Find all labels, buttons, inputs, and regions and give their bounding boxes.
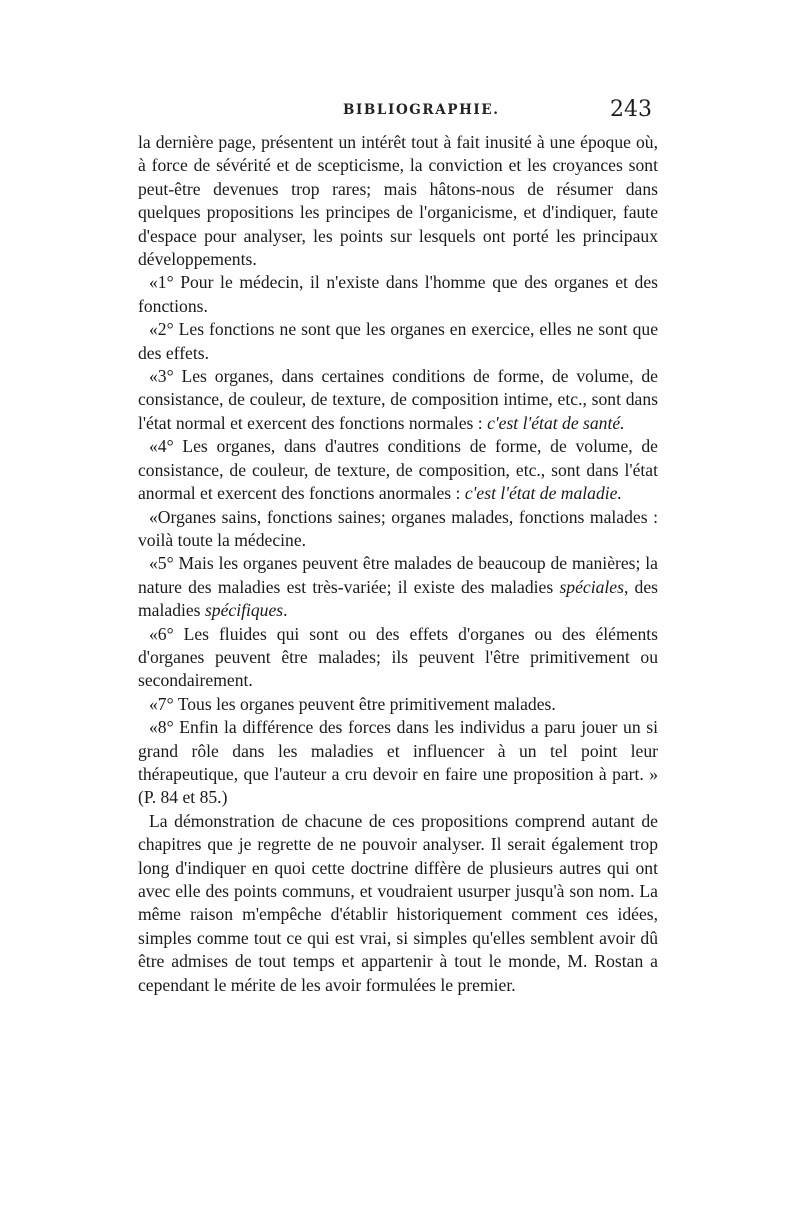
body-text: [138, 131, 658, 997]
page-number: 243: [610, 97, 652, 122]
italic-word: spéciales: [559, 576, 624, 597]
proposition-4: «4° Les organes, dans d'autres conditions de forme, de volume, de consistance, de couleur, de texture, de composition, etc., sont dans l'état anormal et exercent des fonctions anormales : c'est l'état de maladie.: [138, 436, 658, 504]
italic-phrase: c'est l'état de maladie.: [464, 483, 622, 504]
proposition-2: «2° Les fonctions ne sont que les organes en exercice, elles ne sont que des effets.: [138, 319, 658, 363]
summary-line: «Organes sains, fonctions saines; organes malades, fonctions malades : voilà toute la médecine.: [138, 506, 658, 550]
running-head: BIBLIOGRAPHIE.: [343, 102, 500, 118]
paragraph-intro: la dernière page, présentent un intérêt tout à fait inusité à une époque où, à force de sévérité et de scepticisme, la conviction et les croyances sont peut-être devenues trop rares; mais hâtons-nous de résumer dans quelques propositions les principes de l'organicisme, et d'indiquer, faute d'espace pour analyser, les points sur lesquels ont porté les principaux développements.: [138, 132, 658, 270]
proposition-6: «6° Les fluides qui sont ou des effets d'organes ou des éléments d'organes peuvent être malades; ils peuvent l'être primitivement ou secondairement.: [138, 623, 658, 691]
italic-phrase: c'est l'état de santé.: [487, 412, 625, 433]
proposition-3: «3° Les organes, dans certaines conditions de forme, de volume, de consistance, de couleur, de texture, de composition intime, etc., sont dans l'état normal et exercent des fonctions normales : c'est l'état de santé.: [138, 366, 658, 433]
proposition-7: «7° Tous les organes peuvent être primitivement malades.: [149, 693, 556, 714]
proposition-8: «8° Enfin la différence des forces dans les individus a paru jouer un si grand rôle dans les maladies et influencer à un tel point leur thérapeutique, que l'auteur a cru devoir en faire une proposition à part. » (P. 84 et 85.): [138, 717, 658, 808]
page-header: [138, 99, 658, 125]
paragraph-conclusion: La démonstration de chacune de ces propositions comprend autant de chapitres que je regrette de ne pouvoir analyser. Il serait également trop long d'indiquer en quoi cette doctrine diffère de plusieurs autres qui ont avec elle des points communs, et voudraient usurper jusqu'à son nom. La même raison m'empêche d'établir historiquement comment ces idées, simples comme tout ce qui est vrai, si simples qu'elles semblent avoir dû être admises de tout temps et appartenir à tout le monde, M. Rostan a cependant le mérite de les avoir formulées le premier.: [138, 810, 658, 995]
proposition-5: «5° Mais les organes peuvent être malades de beaucoup de manières; la nature des maladies est très-variée; il existe des maladies spéciales, des maladies spécifiques.: [138, 553, 659, 621]
italic-word: spécifiques: [204, 600, 284, 621]
proposition-1: «1° Pour le médecin, il n'existe dans l'homme que des organes et des fonctions.: [138, 272, 658, 316]
